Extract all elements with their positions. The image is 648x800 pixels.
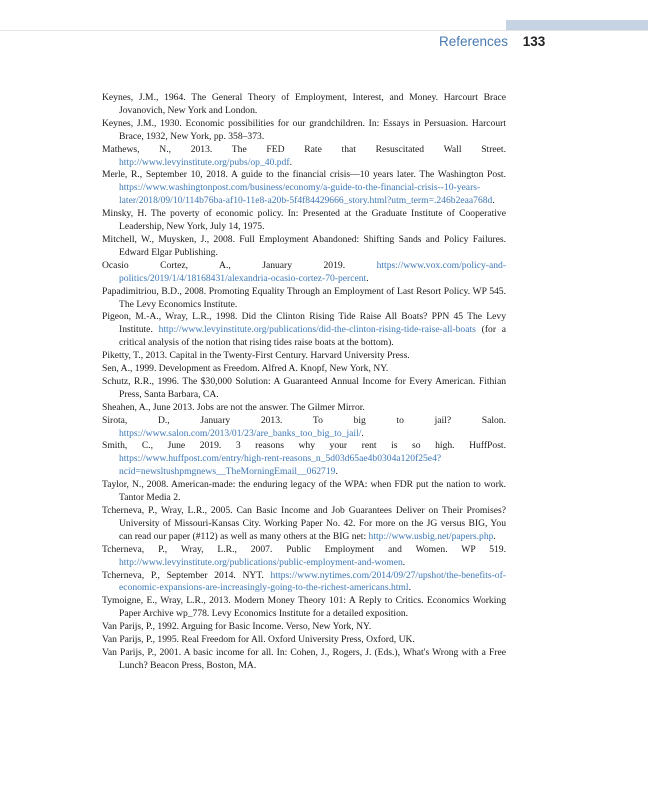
header-accent-bar [506, 20, 648, 30]
reference-text-after: . [408, 582, 411, 594]
reference-text: Merle, R., September 10, 2018. A guide to the financial crisis—10 years later. The Washington Post. [102, 169, 506, 181]
reference-text: Tcherneva, P., September 2014. NYT. [102, 569, 271, 581]
reference-entry [102, 376, 506, 402]
reference-link[interactable]: https://www.washingtonpost.com/business/economy/a-guide-to-the-financial-crisis--10-years-later/2018/09/10/114b76ba-af10-11e8-a20b-5f4f84429666_story.html?utm_term=.246b2eaa768d [119, 182, 493, 207]
reference-link[interactable]: https://www.nytimes.com/2014/09/27/upshot/the-benefits-of-economic-expansions-are-increasingly-going-to-the-richest-americans.html [119, 569, 506, 594]
reference-entry [102, 415, 506, 441]
reference-text: Sirota, D., January 2013. To big to jail? Salon. [102, 414, 506, 426]
reference-text: Smith, C., June 2019. 3 reasons why your rent is so high. HuffPost. [102, 440, 506, 452]
reference-text-after: . [289, 156, 292, 168]
reference-entry [102, 286, 506, 312]
reference-text-after: (for a critical analysis of the notion that rising tides raise boats at the bottom). [119, 324, 506, 349]
reference-entry [102, 544, 506, 570]
running-header-section: References [438, 34, 508, 49]
reference-text-after: . [492, 195, 495, 207]
reference-text: Sen, A., 1999. Development as Freedom. Alfred A. Knopf, New York, NY. [102, 363, 389, 375]
reference-text-after: . [361, 427, 364, 439]
reference-entry [102, 479, 506, 505]
reference-link[interactable]: https://www.vox.com/policy-and-politics/2019/1/4/18168431/alexandria-ocasio-cortez-70-percent [119, 259, 506, 284]
reference-entry [102, 260, 506, 286]
reference-text: Van Parijs, P., 2001. A basic income for all. In: Cohen, J., Rogers, J. (Eds.), What's Wrong with a Free Lunch? Beacon Press, Boston, MA. [102, 646, 506, 671]
reference-text: Van Parijs, P., 1995. Real Freedom for All. Oxford University Press, Oxford, UK. [102, 634, 415, 646]
reference-entry [102, 570, 506, 596]
reference-entry [102, 169, 506, 208]
reference-list [102, 92, 506, 673]
reference-link[interactable]: http://www.usbig.net/papers.php [368, 530, 494, 542]
reference-entry [102, 634, 506, 647]
reference-entry [102, 647, 506, 673]
reference-link[interactable]: http://www.levyinstitute.org/publications/public-employment-and-women [119, 556, 403, 568]
reference-text: Taylor, N., 2008. American-made: the enduring legacy of the WPA: when FDR put the nation to work. Tantor Media 2. [102, 479, 506, 504]
reference-entry [102, 350, 506, 363]
reference-link[interactable]: https://www.salon.com/2013/01/23/are_banks_too_big_to_jail/ [119, 427, 362, 439]
reference-entry [102, 440, 506, 479]
reference-text: Tcherneva, P., Wray, L.R., 2005. Can Basic Income and Job Guarantees Deliver on Their Promises? University of Missouri-Kansas City. Working Paper No. 42. For more on the JG versus BIG, You can read our paper (#112) as well as many others at the BIG net: [102, 505, 506, 542]
header-rule [0, 30, 648, 31]
reference-entry [102, 144, 506, 170]
page-number: 133 [522, 34, 546, 49]
reference-entry [102, 311, 506, 350]
reference-text-after: . [493, 530, 496, 542]
reference-link[interactable]: http://www.levyinstitute.org/pubs/op_40.pdf [119, 156, 290, 168]
reference-entry [102, 208, 506, 234]
reference-entry [102, 118, 506, 144]
reference-text: Van Parijs, P., 1992. Arguing for Basic Income. Verso, New York, NY. [102, 621, 372, 633]
reference-text-after: . [366, 272, 369, 284]
reference-text: Piketty, T., 2013. Capital in the Twenty-First Century. Harvard University Press. [102, 350, 410, 362]
reference-text-after: . [402, 556, 406, 568]
reference-entry [102, 402, 506, 415]
reference-text: Sheahen, A., June 2013. Jobs are not the answer. The Gilmer Mirror. [102, 401, 365, 413]
reference-text: Tymoigne, E., Wray, L.R., 2013. Modern Money Theory 101: A Reply to Critics. Economics Working Paper Archive wp_778. Levy Economics Institute for a detailed exposition. [102, 595, 506, 620]
reference-text: Papadimitriou, B.D., 2008. Promoting Equality Through an Employment of Last Resort Policy. WP 545. The Levy Economics Institute. [102, 285, 506, 310]
reference-text: Ocasio Cortez, A., January 2019. [102, 259, 377, 271]
reference-text-after: . [335, 466, 338, 478]
reference-text: Keynes, J.M., 1964. The General Theory of Employment, Interest, and Money. Harcourt Brace Jovanovich, New York and London. [102, 92, 506, 116]
reference-text: Minsky, H. The poverty of economic policy. In: Presented at the Graduate Institute of Cooperative Leadership, New York, July 14, 1975. [102, 208, 506, 233]
reference-entry [102, 595, 506, 621]
reference-text: Keynes, J.M., 1930. Economic possibilities for our grandchildren. In: Essays in Persuasion. Harcourt Brace, 1932, New York, pp. 358–373. [102, 117, 506, 142]
reference-entry [102, 363, 506, 376]
reference-text: Tcherneva, P., Wray, L.R., 2007. Public Employment and Women. WP 519. [102, 543, 506, 555]
reference-text: Pigeon, M.-A., Wray, L.R., 1998. Did the Clinton Rising Tide Raise All Boats? PPN 45 The Levy Institute. [102, 311, 506, 336]
reference-link[interactable]: http://www.levyinstitute.org/publications/did-the-clinton-rising-tide-raise-all-boats [158, 324, 476, 336]
reference-text: Mitchell, W., Muysken, J., 2008. Full Employment Abandoned: Shifting Sands and Policy Failures. Edward Elgar Publishing. [102, 233, 506, 258]
reference-entry [102, 621, 506, 634]
reference-link[interactable]: https://www.huffpost.com/entry/high-rent-reasons_n_5d03d65ae4b0304a120f25e4?ncid=newsltushpmgnews__TheMorningEmail__062719 [119, 453, 442, 478]
reference-text: Schutz, R.R., 1996. The $30,000 Solution: A Guaranteed Annual Income for Every American. Fithian Press, Santa Barbara, CA. [102, 375, 506, 400]
reference-text: Mathews, N., 2013. The FED Rate that Resuscitated Wall Street. [102, 143, 506, 155]
reference-entry [102, 234, 506, 260]
reference-entry [102, 92, 506, 118]
reference-entry [102, 505, 506, 544]
